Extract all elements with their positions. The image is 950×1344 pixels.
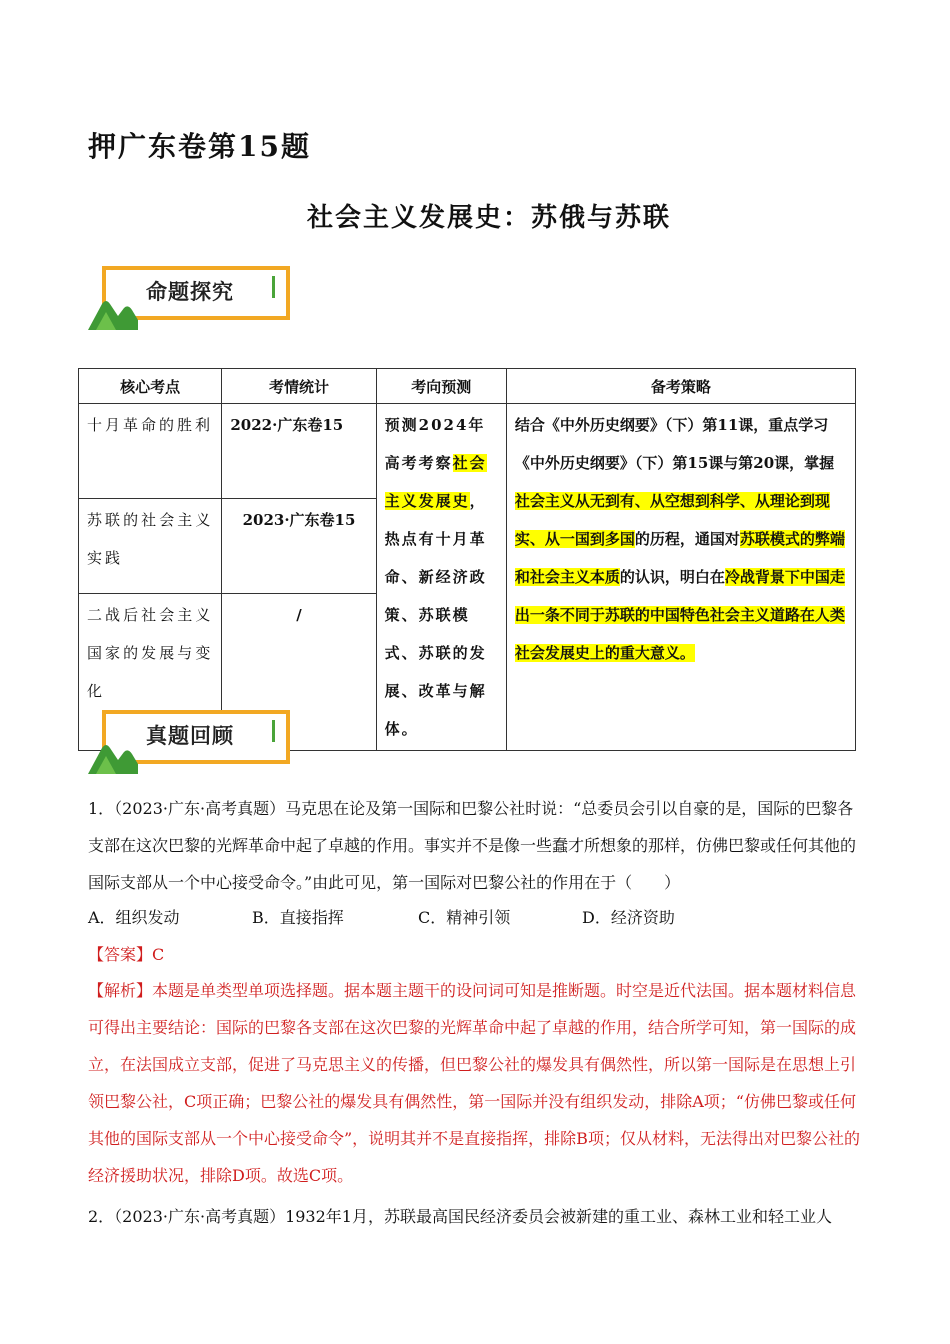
banner-explore — [88, 266, 298, 326]
strategy-text: 结合《中外历史纲要》（下）第11课，重点学习《中外历史纲要》（下）第15课与第20课，掌握 — [514, 416, 835, 472]
main-title: 押广东卷第15题 — [88, 130, 311, 163]
table-cell-stat: 2023·广东卷15 — [222, 498, 376, 593]
banner-accent — [272, 720, 275, 742]
table-cell-stat: 2022·广东卷15 — [222, 404, 376, 499]
strategy-text: 的历程，通国对 — [634, 530, 740, 548]
question-1-answer: 【答案】C — [88, 945, 165, 964]
exam-analysis-table — [78, 368, 856, 751]
banner-review-label: 真题回顾 — [146, 724, 234, 748]
table-header: 备考策略 — [506, 369, 855, 404]
table-header: 考向预测 — [376, 369, 506, 404]
strategy-highlight: 苏联模式的弊端和社会主义本质 — [514, 530, 845, 586]
option-b[interactable]: B．直接指挥 — [252, 908, 344, 927]
banner-explore-label: 命题探究 — [146, 280, 234, 304]
strategy-highlight: 冷战背景下中国走出一条不同于苏联的中国特色社会主义道路在人类社会发展史上的重大意义。 — [514, 568, 845, 662]
table-cell-topic: 十月革命的胜利 — [79, 404, 222, 499]
table-cell-prediction — [376, 404, 506, 751]
option-d[interactable]: D．经济资助 — [582, 908, 675, 927]
sub-title: 社会主义发展史：苏俄与苏联 — [306, 203, 671, 233]
table-cell-strategy — [506, 404, 855, 751]
table-cell-topic: 苏联的社会主义实践 — [79, 498, 222, 593]
option-c[interactable]: C．精神引领 — [418, 908, 511, 927]
prediction-highlight: 社会主义发展史 — [384, 454, 487, 510]
prediction-text: ，热点有十月革命、新经济政策、苏联模式、苏联的发展、改革与解体。 — [384, 492, 487, 738]
question-1-stem: 1．（2023·广东·高考真题）马克思在论及第一国际和巴黎公社时说：“总委员会引以自豪的是，国际的巴黎各支部在这次巴黎的光辉革命中起了卓越的作用。事实并不是像一些蠢才所想象的那样，仿佛巴黎或任何其他的国际支部从一个中心接受命令。”由此可见，第一国际对巴黎公社的作用在于（ ） — [88, 799, 857, 892]
strategy-highlight: 社会主义从无到有、从空想到科学、从理论到现实、从一国到多国 — [514, 492, 830, 548]
table-header: 核心考点 — [79, 369, 222, 404]
prediction-text: 预测2024年高考考察 — [384, 416, 486, 472]
table-header: 考情统计 — [222, 369, 376, 404]
table-cell-topic: 二战后社会主义国家的发展与变化 — [79, 593, 222, 750]
option-a[interactable]: A．组织发动 — [88, 908, 180, 927]
mountain-icon — [88, 740, 138, 774]
banner-accent — [272, 276, 275, 298]
table-cell-stat: / — [222, 593, 376, 750]
banner-review — [88, 710, 298, 770]
mountain-icon — [88, 296, 138, 330]
question-2-stem: 2．（2023·广东·高考真题）1932年1月，苏联最高国民经济委员会被新建的重工业、森林工业和轻工业人 — [88, 1207, 832, 1226]
strategy-text: 的认识，明白在 — [619, 568, 725, 586]
question-1-analysis: 【解析】本题是单类型单项选择题。据本题主题干的设问词可知是推断题。时空是近代法国。据本题材料信息可得出主要结论：国际的巴黎各支部在这次巴黎的光辉革命中起了卓越的作用，结合所学可知，第一国际的成立，在法国成立支部，促进了马克思主义的传播，但巴黎公社的爆发具有偶然性，所以第一国际是在思想上引领巴黎公社，C项正确；巴黎公社的爆发具有偶然性，第一国际并没有组织发动，排除A项；“仿佛巴黎或任何其他的国际支部从一个中心接受命令”，说明其并不是直接指挥，排除B项；仅从材料，无法得出对巴黎公社的经济援助状况，排除D项。故选C项。 — [88, 981, 860, 1185]
